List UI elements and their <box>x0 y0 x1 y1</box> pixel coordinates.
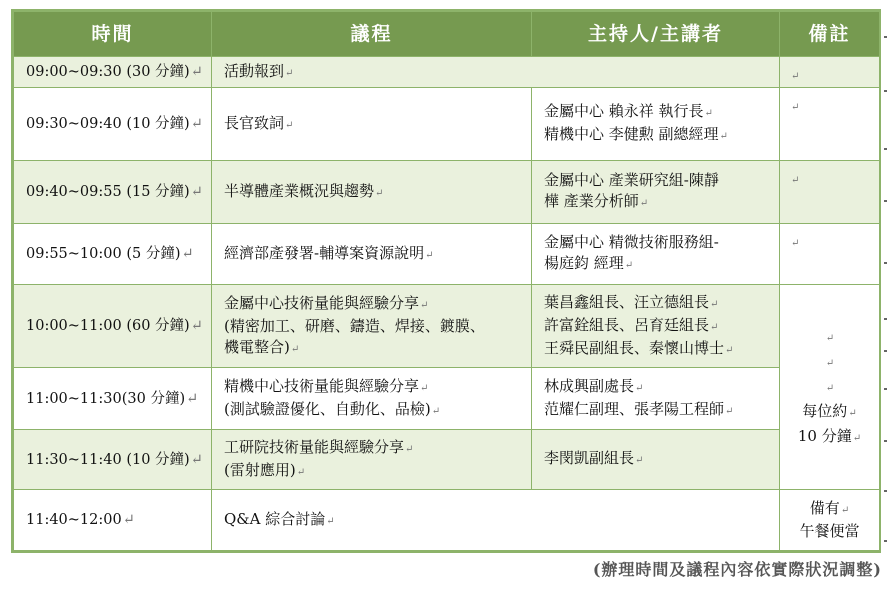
footer-note: (辦理時間及議程內容依實際狀況調整) <box>592 560 882 579</box>
header-time: 時間 <box>14 12 212 57</box>
note-cell: ↵ <box>780 224 880 284</box>
time-cell: 09:55~10:00 (5 分鐘)↵ <box>14 224 212 284</box>
table-row <box>14 429 880 489</box>
note-cell: ↵ <box>780 57 880 88</box>
table-row <box>14 224 880 284</box>
agenda-cell: 經濟部產發署-輔導案資源說明↵ <box>212 224 532 284</box>
host-cell: 金屬中心 精微技術服務組- 楊庭鈞 經理↵ <box>532 224 780 284</box>
note-cell: ↵ <box>780 160 880 224</box>
table-header-row <box>14 12 880 57</box>
agenda-cell: 活動報到↵ <box>212 57 780 88</box>
time-cell: 11:00~11:30(30 分鐘)↵ <box>14 368 212 429</box>
page-edge-marks <box>884 0 888 590</box>
host-cell: 金屬中心 產業研究組-陳靜 樺 產業分析師↵ <box>532 160 780 224</box>
header-agenda: 議程 <box>212 12 532 57</box>
host-cell: 金屬中心 賴永祥 執行長↵ 精機中心 李健勲 副總經理↵ <box>532 88 780 161</box>
time-cell: 09:40~09:55 (15 分鐘)↵ <box>14 160 212 224</box>
time-cell: 11:40~12:00↵ <box>14 490 212 551</box>
agenda-cell: 金屬中心技術量能與經驗分享↵ (精密加工、研磨、鑄造、焊接、鍍膜、 機電整合)↵ <box>212 284 532 368</box>
table-row <box>14 490 880 551</box>
agenda-cell: 長官致詞↵ <box>212 88 532 161</box>
table-row <box>14 88 880 161</box>
agenda-cell: Q&A 綜合討論↵ <box>212 490 780 551</box>
table-row <box>14 57 880 88</box>
time-cell: 09:30~09:40 (10 分鐘)↵ <box>14 88 212 161</box>
agenda-cell: 工研院技術量能與經驗分享↵ (雷射應用)↵ <box>212 429 532 489</box>
agenda-cell: 半導體產業概況與趨勢↵ <box>212 160 532 224</box>
header-note: 備註 <box>780 12 880 57</box>
table-row <box>14 160 880 224</box>
time-cell: 09:00~09:30 (30 分鐘)↵ <box>14 57 212 88</box>
table-row <box>14 368 880 429</box>
note-cell: ↵ <box>780 88 880 161</box>
time-cell: 11:30~11:40 (10 分鐘)↵ <box>14 429 212 489</box>
time-cell: 10:00~11:00 (60 分鐘)↵ <box>14 284 212 368</box>
header-host: 主持人/主講者 <box>532 12 780 57</box>
note-cell: 備有↵ 午餐便當 <box>780 490 880 551</box>
host-cell: 李閔凱副組長↵ <box>532 429 780 489</box>
merged-note-cell: ↵ ↵ ↵ 每位約↵ 10 分鐘↵ <box>780 284 880 490</box>
agenda-table <box>13 11 880 551</box>
host-cell: 林成興副處長↵ 范耀仁副理、張孝陽工程師↵ <box>532 368 780 429</box>
agenda-cell: 精機中心技術量能與經驗分享↵ (測試驗證優化、自動化、品檢)↵ <box>212 368 532 429</box>
table-row <box>14 284 880 368</box>
host-cell: 葉昌鑫組長、汪立德組長↵ 許富銓組長、呂育廷組長↵ 王舜民副組長、秦懷山博士↵ <box>532 284 780 368</box>
